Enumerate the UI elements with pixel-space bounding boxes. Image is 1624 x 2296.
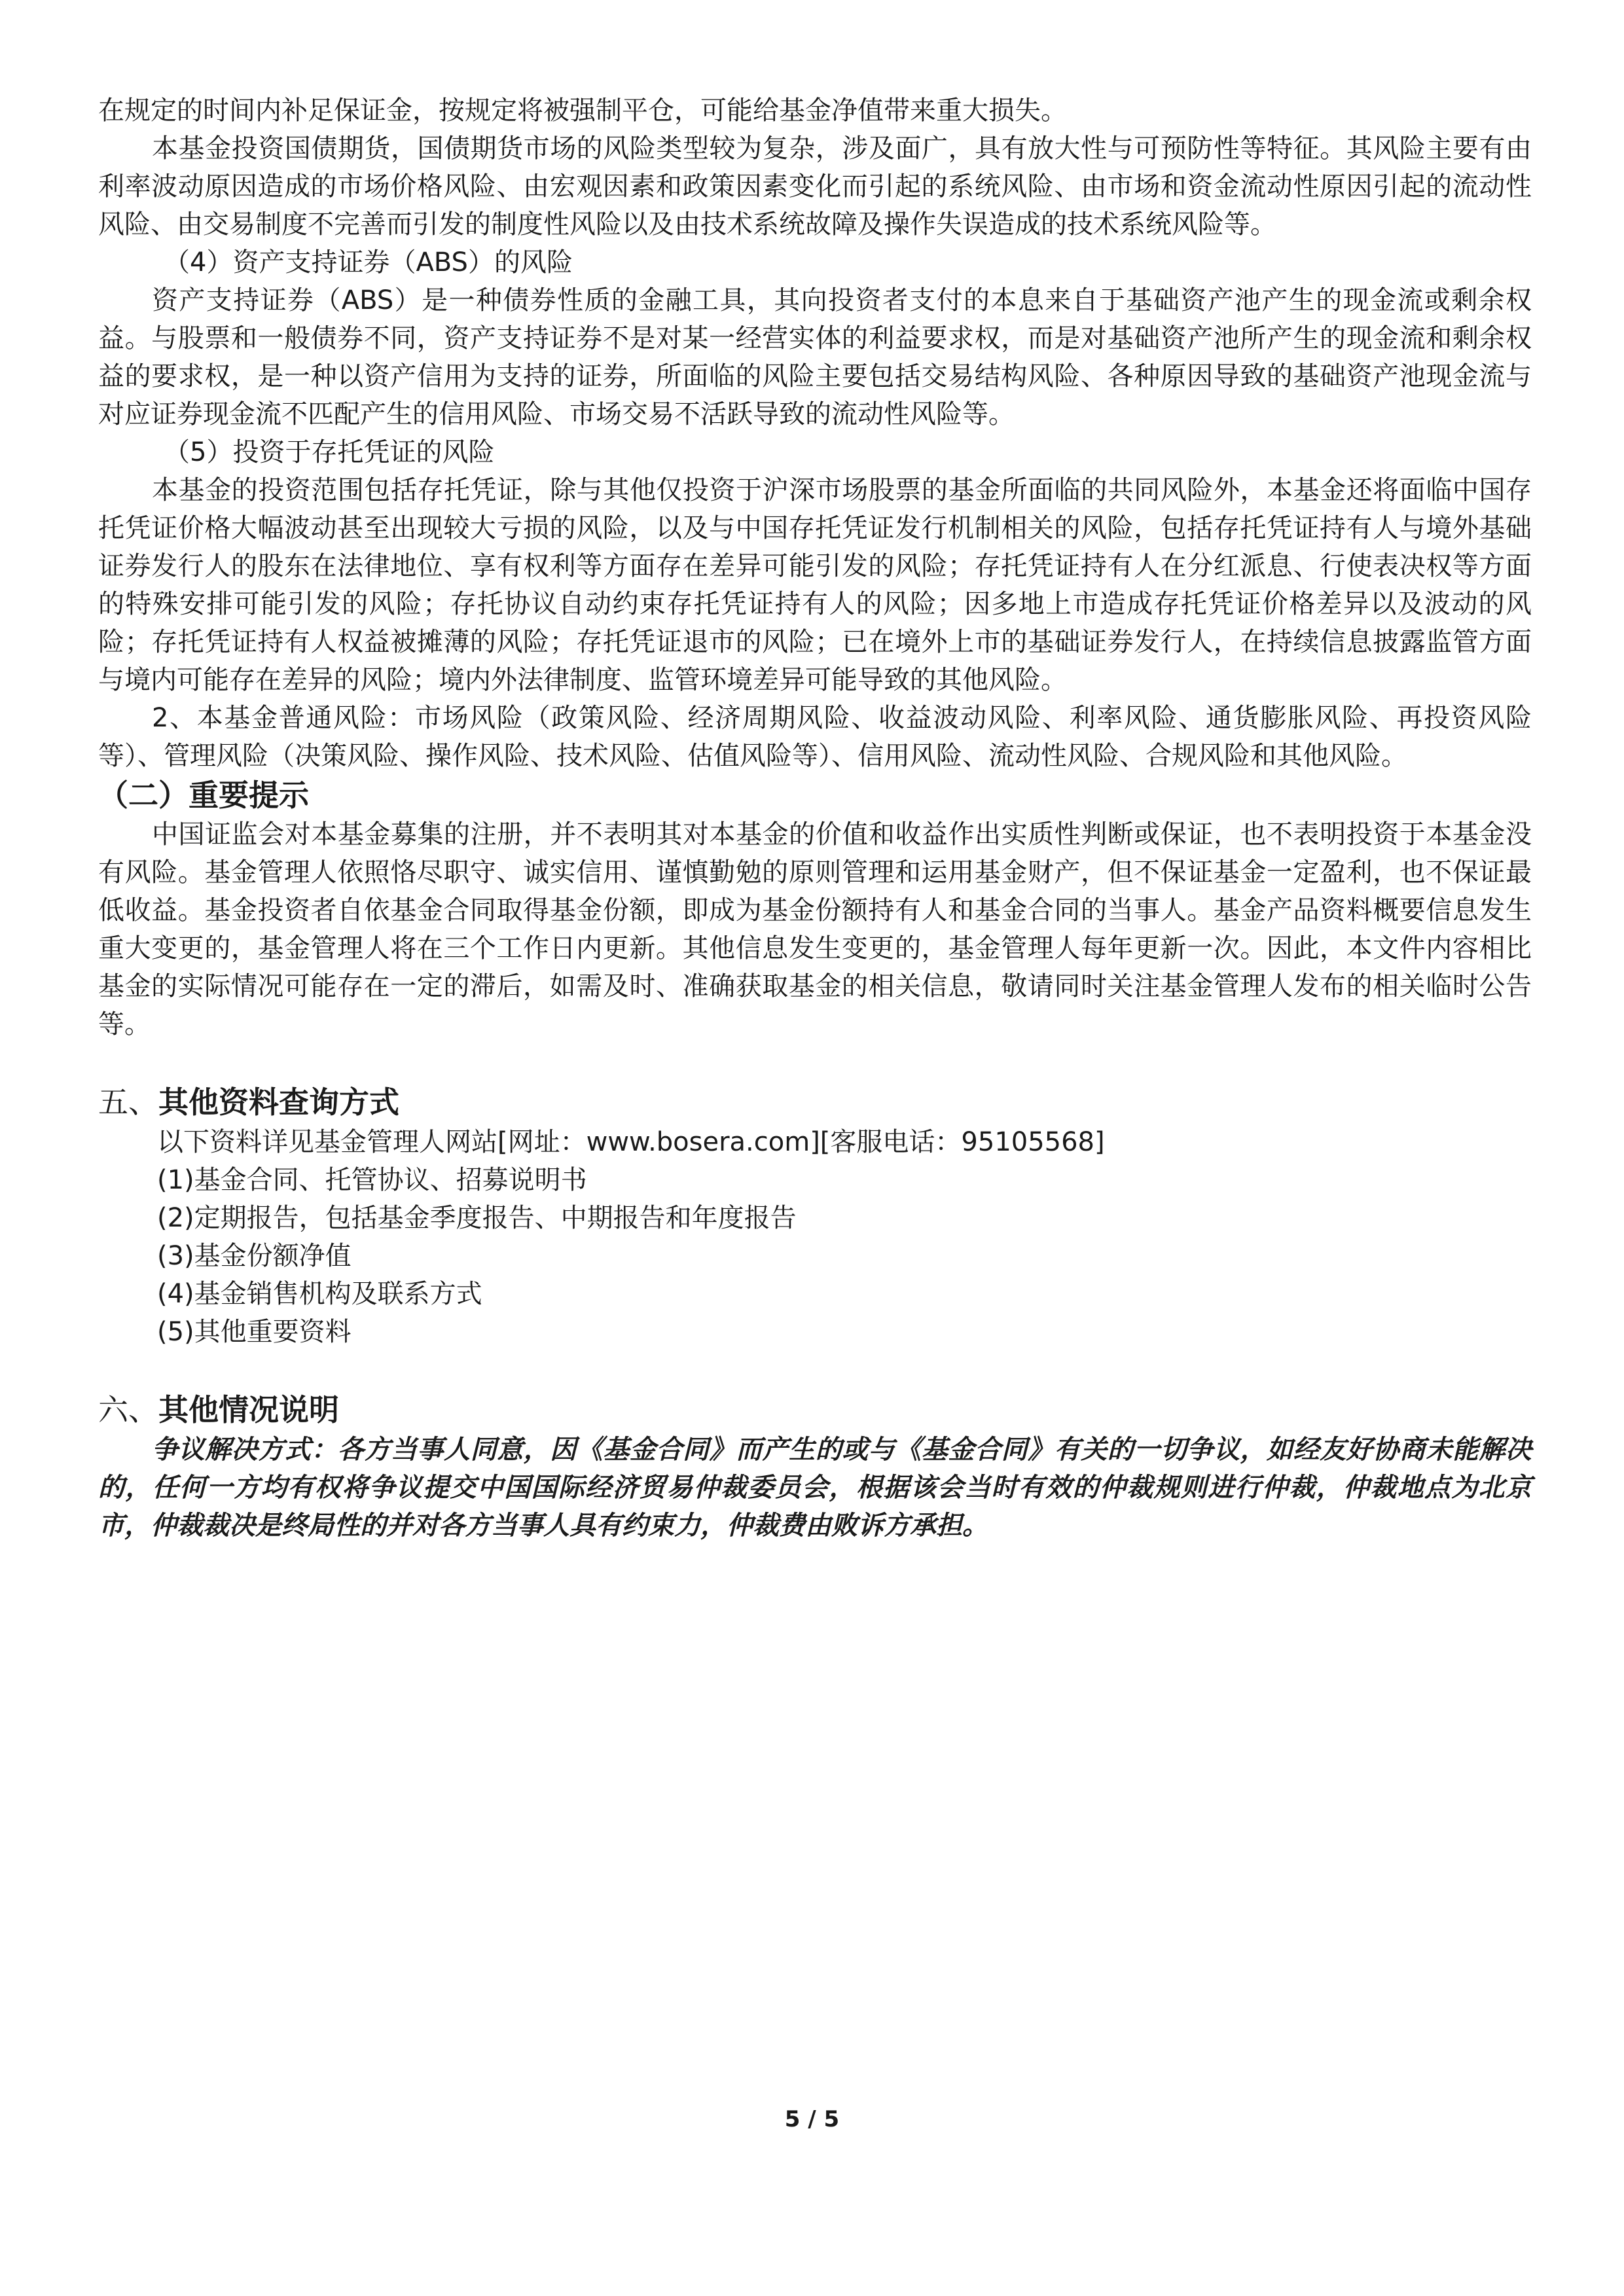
document-page [98, 92, 1532, 1545]
section-5-number: 五、 [98, 1085, 158, 1120]
paragraph-treasury-futures: 本基金投资国债期货，国债期货市场的风险类型较为复杂，涉及面广，具有放大性与可预防性等特征。其风险主要有由利率波动原因造成的市场价格风险、由宏观因素和政策因素变化而引起的系统风险、由市场和资金流动性原因引起的流动性风险、由交易制度不完善而引发的制度性风险以及由技术系统故障及操作失误造成的技术系统风险等。 [98, 134, 1532, 240]
list-item: (4)基金销售机构及联系方式 [157, 1279, 482, 1309]
heading-section-5 [98, 1081, 1532, 1123]
list-item: (5)其他重要资料 [157, 1317, 352, 1347]
paragraph-dispute-resolution: 争议解决方式：各方当事人同意，因《基金合同》而产生的或与《基金合同》有关的一切争议，如经友好协商未能解决的，任何一方均有权将争议提交中国国际经济贸易仲裁委员会，根据该会当时有效的仲裁规则进行仲裁，仲裁地点为北京市，仲裁裁决是终局性的并对各方当事人具有约束力，仲裁费由败诉方承担。 [98, 1435, 1532, 1541]
section-5-list [98, 1123, 1532, 1351]
heading-important-notice: （二）重要提示 [98, 778, 309, 813]
paragraph-abs-risk: 资产支持证券（ABS）是一种债券性质的金融工具，其向投资者支付的本息来自于基础资产池产生的现金流或剩余权益。与股票和一般债券不同，资产支持证券不是对某一经营实体的利益要求权，而是对基础资产池所产生的现金流和剩余权益的要求权，是一种以资产信用为支持的证券，所面临的风险主要包括交易结构风险、各种原因导致的基础资产池现金流与对应证券现金流不匹配产生的信用风险、市场交易不活跃导致的流动性风险等。 [98, 285, 1532, 429]
subheading-abs-risk: （4）资产支持证券（ABS）的风险 [164, 247, 573, 278]
paragraph-general-risk: 2、本基金普通风险：市场风险（政策风险、经济周期风险、收益波动风险、利率风险、通货膨胀风险、再投资风险等）、管理风险（决策风险、操作风险、技术风险、估值风险等）、信用风险、流动性风险、合规风险和其他风险。 [98, 703, 1532, 771]
page-number: 5 / 5 [784, 2106, 840, 2132]
list-item: (1)基金合同、托管协议、招募说明书 [157, 1165, 587, 1195]
section-5-intro: 以下资料详见基金管理人网站[网址：www.bosera.com][客服电话：95105568] [157, 1127, 1105, 1157]
list-item: (3)基金份额净值 [157, 1241, 352, 1271]
list-item: (2)定期报告，包括基金季度报告、中期报告和年度报告 [157, 1203, 797, 1233]
section-6-number: 六、 [98, 1392, 158, 1427]
subheading-depositary-receipt-risk: （5）投资于存托凭证的风险 [164, 437, 495, 467]
paragraph-important-notice: 中国证监会对本基金募集的注册，并不表明其对本基金的价值和收益作出实质性判断或保证，也不表明投资于本基金没有风险。基金管理人依照恪尽职守、诚实信用、谨慎勤勉的原则管理和运用基金财产，但不保证基金一定盈利，也不保证最低收益。基金投资者自依基金合同取得基金份额，即成为基金份额持有人和基金合同的当事人。基金产品资料概要信息发生重大变更的，基金管理人将在三个工作日内更新。其他信息发生变更的，基金管理人每年更新一次。因此，本文件内容相比基金的实际情况可能存在一定的滞后，如需及时、准确获取基金的相关信息，敬请同时关注基金管理人发布的相关临时公告等。 [98, 819, 1532, 1039]
heading-section-6 [98, 1389, 1532, 1431]
paragraph-depositary-receipt-risk: 本基金的投资范围包括存托凭证，除与其他仅投资于沪深市场股票的基金所面临的共同风险外，本基金还将面临中国存托凭证价格大幅波动甚至出现较大亏损的风险，以及与中国存托凭证发行机制相关的风险，包括存托凭证持有人与境外基础证券发行人的股东在法律地位、享有权利等方面存在差异可能引发的风险；存托凭证持有人在分红派息、行使表决权等方面的特殊安排可能引发的风险；存托协议自动约束存托凭证持有人的风险；因多地上市造成存托凭证价格差异以及波动的风险；存托凭证持有人权益被摊薄的风险；存托凭证退市的风险；已在境外上市的基础证券发行人，在持续信息披露监管方面与境内可能存在差异的风险；境内外法律制度、监管环境差异可能导致的其他风险。 [98, 475, 1532, 695]
section-6-title: 其他情况说明 [158, 1392, 339, 1427]
paragraph-margin-call: 在规定的时间内补足保证金，按规定将被强制平仓，可能给基金净值带来重大损失。 [98, 96, 1067, 126]
section-5-title: 其他资料查询方式 [158, 1085, 399, 1120]
